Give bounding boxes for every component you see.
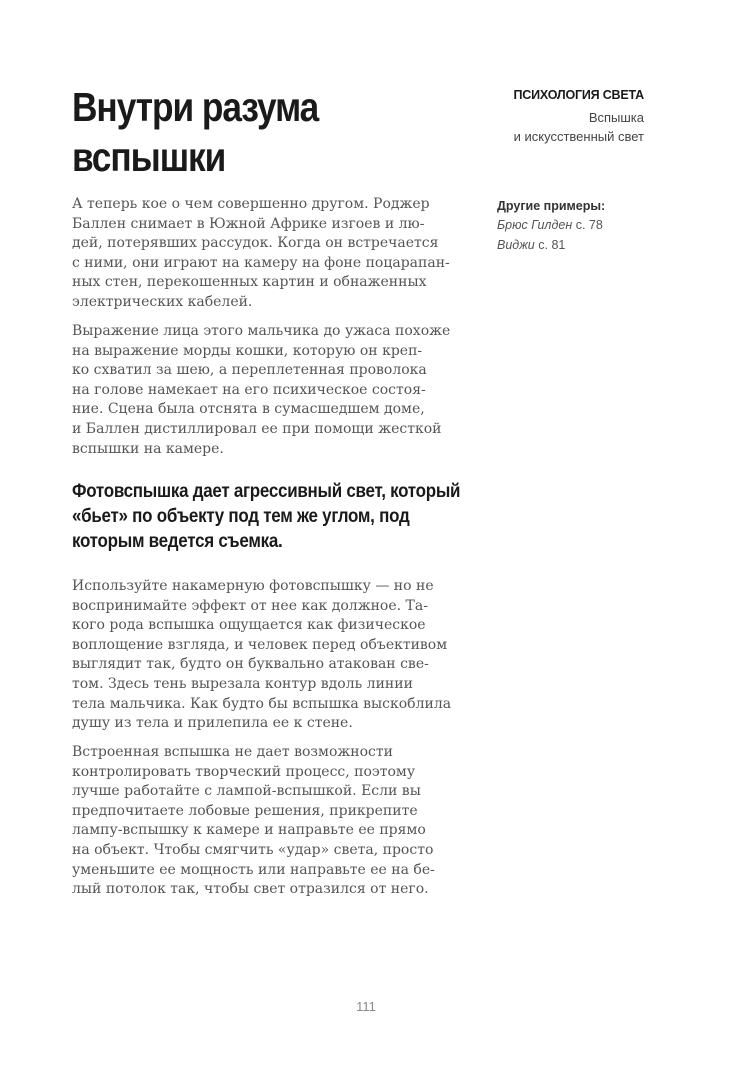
body-paragraph-4 bbox=[72, 743, 477, 900]
text-line: ние. Сцена была отснята в сумасшедшем доме, bbox=[72, 401, 425, 418]
text-line: на выражение морды кошки, которую он креп- bbox=[72, 342, 423, 359]
example-name: Брюс Гилден bbox=[497, 218, 573, 232]
pull-quote bbox=[72, 479, 481, 554]
section-subtitle bbox=[424, 108, 644, 146]
page-number: 111 bbox=[356, 999, 376, 1014]
body-paragraph-3 bbox=[72, 577, 477, 734]
text-line: том. Здесь тень вырезала контур вдоль линии bbox=[72, 675, 413, 692]
pull-quote-line: которым ведется съемка. bbox=[72, 530, 283, 552]
text-line: кого рода вспышка ощущается как физическое bbox=[72, 617, 426, 634]
text-line: контролировать творческий процесс, поэтому bbox=[72, 763, 416, 780]
text-line: Выражение лица этого мальчика до ужаса похоже bbox=[72, 323, 451, 339]
text-line: вспышки на камере. bbox=[72, 440, 224, 457]
body-paragraph-1 bbox=[72, 195, 477, 313]
example-reference bbox=[497, 235, 657, 255]
text-line: воплощение взгляда, и человек перед объективом bbox=[72, 636, 448, 653]
text-line: на объект. Чтобы смягчить «удар» света, просто bbox=[72, 841, 434, 858]
text-line: лый потолок так, чтобы свет отразился от него. bbox=[72, 881, 429, 898]
other-examples-heading: Другие примеры: bbox=[497, 199, 606, 213]
text-line: лампу-вспышку к камере и направьте ее прямо bbox=[72, 822, 426, 839]
text-line: душу из тела и прилепила ее к стене. bbox=[72, 715, 353, 732]
section-subtitle-line: Вспышка bbox=[588, 110, 644, 125]
text-line: лучше работайте с лампой-вспышкой. Если вы bbox=[72, 783, 421, 800]
section-subtitle-line: и искусственный свет bbox=[513, 129, 644, 144]
text-line: с ними, они играют на камеру на фоне поцарапан- bbox=[72, 254, 450, 271]
text-line: ко схватил за шею, а переплетенная проволока bbox=[72, 362, 427, 379]
text-line: предпочитаете лобовые решения, прикрепите bbox=[72, 802, 418, 819]
section-label: ПСИХОЛОГИЯ СВЕТА bbox=[513, 88, 644, 102]
text-line: Баллен снимает в Южной Африке изгоев и лю- bbox=[72, 215, 425, 232]
text-line: воспринимайте эффект от нее как должное. Та- bbox=[72, 597, 428, 614]
page-title bbox=[72, 82, 399, 182]
text-line: Используйте накамерную фотовспышку — но не bbox=[72, 578, 434, 594]
text-line: дей, потерявших рассудок. Когда он встречается bbox=[72, 235, 439, 252]
text-line: Встроенная вспышка не дает возможности bbox=[72, 744, 393, 760]
text-line: на голове намекает на его психическое состоя- bbox=[72, 381, 426, 398]
text-line: уменьшите ее мощность или направьте ее на бе- bbox=[72, 861, 435, 878]
text-line: тела мальчика. Как будто бы вспышка выскоблила bbox=[72, 695, 452, 712]
example-page: с. 78 bbox=[575, 218, 603, 232]
pull-quote-line: «бьет» по объекту под тем же углом, под bbox=[72, 505, 410, 527]
section-header bbox=[424, 86, 644, 146]
body-paragraph-2 bbox=[72, 322, 477, 459]
example-name: Виджи bbox=[497, 238, 535, 252]
example-reference bbox=[497, 215, 657, 235]
pull-quote-line: Фотовспышка дает агрессивный свет, который bbox=[72, 480, 461, 502]
other-examples bbox=[497, 197, 657, 255]
title-line: Внутри разума bbox=[72, 84, 319, 130]
text-line: электрических кабелей. bbox=[72, 293, 253, 310]
title-line: вспышки bbox=[72, 134, 226, 180]
text-line: выглядит так, будто он буквально атакован све- bbox=[72, 656, 429, 673]
text-line: ных стен, перекошенных картин и обнаженных bbox=[72, 274, 427, 291]
example-page: с. 81 bbox=[538, 238, 566, 252]
text-line: и Баллен дистиллировал ее при помощи жесткой bbox=[72, 420, 442, 437]
text-line: А теперь кое о чем совершенно другом. Роджер bbox=[72, 196, 430, 212]
